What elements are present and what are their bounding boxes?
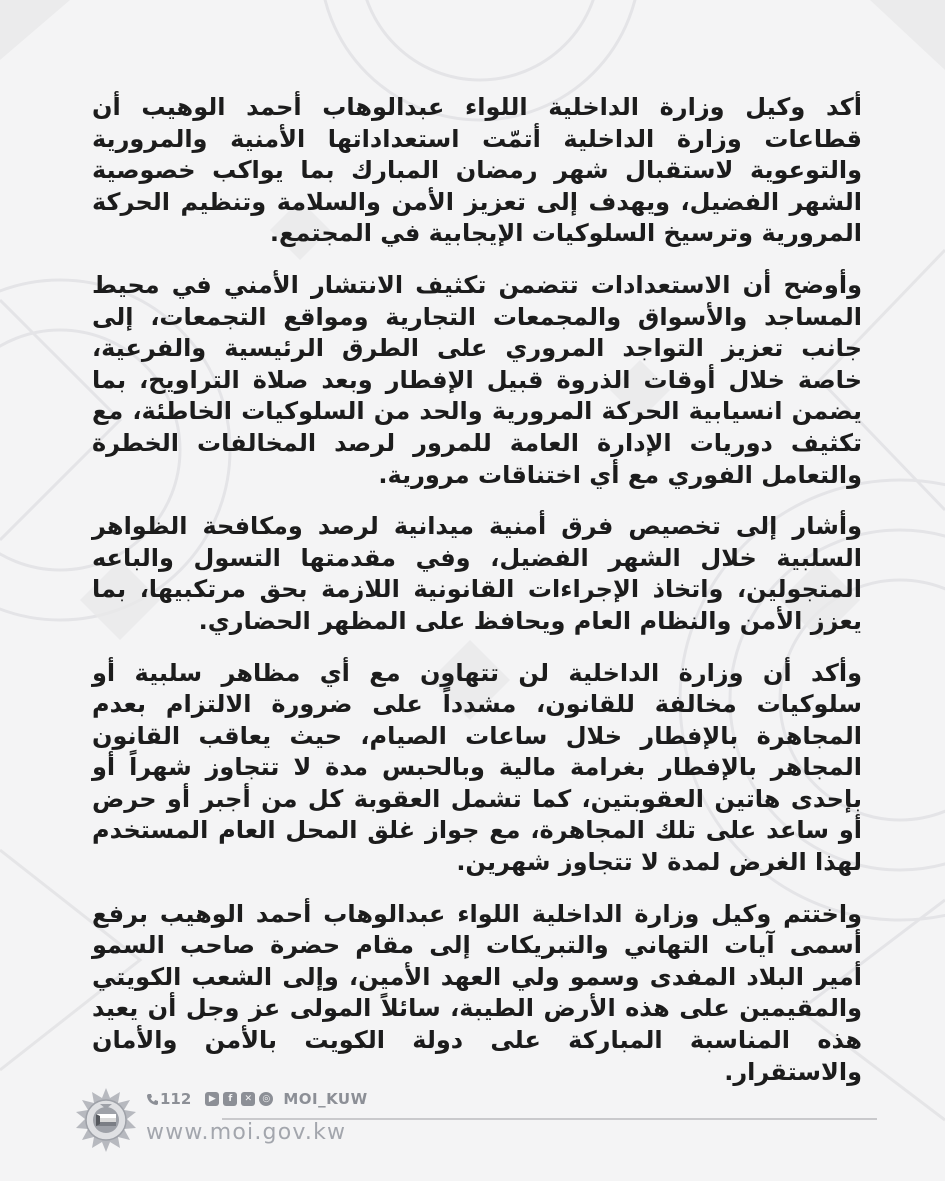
x-icon[interactable]: ✕	[241, 1092, 255, 1106]
phone-icon	[146, 1093, 159, 1106]
paragraph-2: وأوضح أن الاستعدادات تتضمن تكثيف الانتشار الأمني في محيط المساجد والأسواق والمجمعات التجارية ومواقع التجمعات، إلى جانب تعزيز التواجد المروري على الطرق الرئيسية والفرعية، خاصة خلال أوقات الذروة قبيل الإفطار وبعد صلاة التراويح، بما يضمن انسيابية الحركة المرورية والحد من السلوكيات الخاطئة، مع تكثيف دوريات الإدارة العامة للمرور لرصد المخالفات الخطرة والتعامل الفوري مع أي اختناقات مرورية.	[92, 270, 862, 489]
paragraph-5: واختتم وكيل وزارة الداخلية اللواء عبدالوهاب أحمد الوهيب برفع أسمى آيات التهاني والتبريكات إلى مقام حضرة صاحب السمو أمير البلاد المفدى وسمو ولي العهد الأمين، وإلى الشعب الكويتي والمقيمين على هذه الأرض الطيبة، سائلاً المولى عز وجل أن يعيد هذه المناسبة المباركة على دولة الكويت بالأمن والأمان والاستقرار.	[92, 899, 862, 1086]
facebook-icon[interactable]: f	[223, 1092, 237, 1106]
footer	[72, 1086, 877, 1156]
youtube-icon[interactable]: ▶	[205, 1092, 219, 1106]
contact-row	[146, 1090, 368, 1108]
instagram-icon[interactable]: ◎	[259, 1092, 273, 1106]
ministry-emblem-icon	[72, 1086, 140, 1154]
paragraph-4: وأكد أن وزارة الداخلية لن تتهاون مع أي مظاهر سلبية أو سلوكيات مخالفة للقانون، مشدداً على ضرورة الالتزام بعدم المجاهرة بالإفطار خلال ساعات الصيام، حيث يعاقب القانون المجاهر بالإفطار بغرامة مالية وبالحبس مدة لا تتجاوز شهراً أو بإحدى هاتين العقوبتين، كما تشمل العقوبة كل من أجبر أو حرض أو ساعد على تلك المجاهرة، مع جواز غلق المحل العام المستخدم لهذا الغرض لمدة لا تتجاوز شهرين.	[92, 658, 862, 877]
paragraph-1: أكد وكيل وزارة الداخلية اللواء عبدالوهاب أحمد الوهيب أن قطاعات وزارة الداخلية أتمّت استعداداتها الأمنية والمرورية والتوعوية لاستقبال شهر رمضان المبارك بما يواكب خصوصية الشهر الفضيل، ويهدف إلى تعزيز الأمن والسلامة وتنظيم الحركة المرورية وترسيخ السلوكيات الإيجابية في المجتمع.	[92, 93, 862, 248]
article-body	[92, 92, 862, 1108]
phone-contact[interactable]	[146, 1090, 191, 1108]
paragraph-3: وأشار إلى تخصيص فرق أمنية ميدانية لرصد ومكافحة الظواهر السلبية خلال الشهر الفضيل، وفي مقدمتها التسول والباعه المتجولين، واتخاذ الإجراءات القانونية اللازمة بحق مرتكبيها، بما يعزز الأمن والنظام العام ويحافظ على المظهر الحضاري.	[92, 512, 862, 635]
phone-number: 112	[160, 1090, 192, 1108]
website-link[interactable]: www.moi.gov.kw	[146, 1120, 347, 1145]
social-handle[interactable]: MOI_KUW	[283, 1090, 368, 1108]
